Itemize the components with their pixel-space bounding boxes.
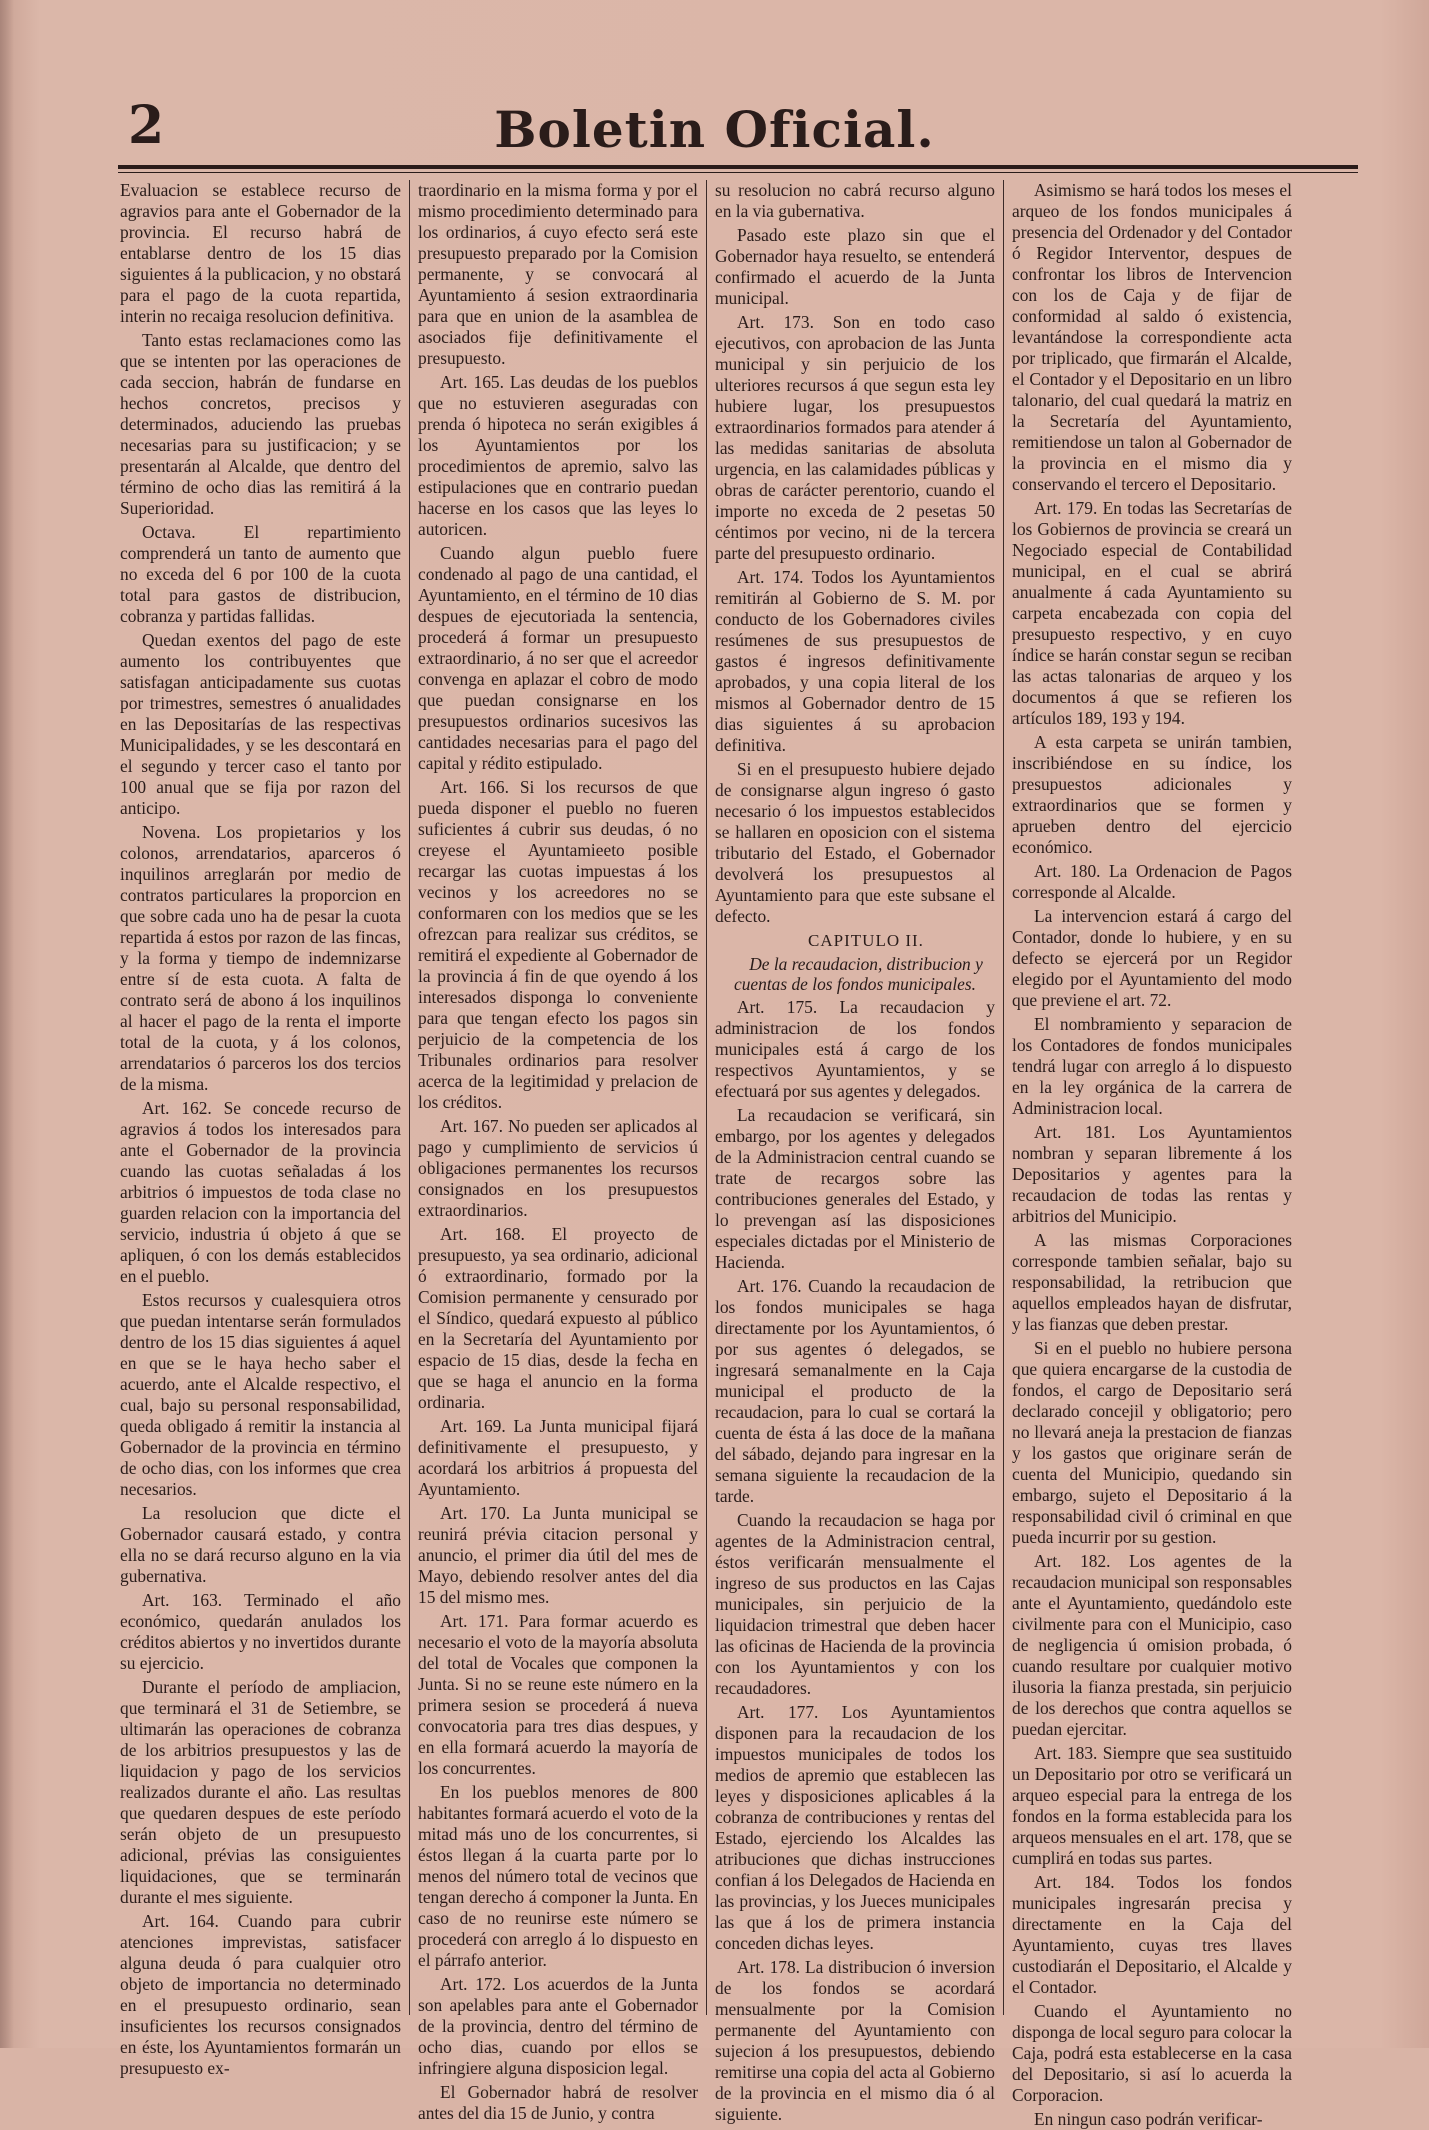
paragraph: Art. 184. Todos los fondos municipales ingresarán precisa y directamente en la Caja del Ayuntamiento, cuyas tres llaves custodiarán el Depositario, el Alcalde y el Contador. (1012, 1872, 1292, 1997)
paragraph: Art. 162. Se concede recurso de agravios á todos los interesados para ante el Gobernador de la provincia cuando las cuotas señaladas á los arbitrios ó impuestos de toda clase no guarden relacion con la importancia del servicio, industria ú objeto á que se apliquen, ó con los demás establecidos en el pueblo. (120, 1098, 401, 1286)
paragraph: Si en el presupuesto hubiere dejado de consignarse algun ingreso ó gasto necesario ó los impuestos establecidos se hallaren en oposicion con el sistema tributario del Estado, el Gobernador devolverá los presupuestos al Ayuntamiento para que este subsane el defecto. (715, 759, 995, 926)
paragraph-continued: Evaluacion se establece recurso de agravios para ante el Gobernador de la provincia. El recurso habrá de entablarse dentro de los 15 dias siguientes á la publicacion, y no obstará para el pago de la cuota repartida, interin no recaiga resolucion definitiva. (120, 180, 401, 326)
paragraph: Art. 173. Son en todo caso ejecutivos, con aprobacion de las Junta municipal y sin perjuicio de los ulteriores recursos á que segun esta ley hubiere lugar, los presupuestos extraordinarios formados para atender á las medidas sanitarias de absoluta urgencia, en las calamidades públicas y obras de carácter perentorio, cuando el importe no exceda de 2 pesetas 50 céntimos por vecino, ni de la tercera parte del presupuesto ordinario. (715, 312, 995, 563)
paragraph: Cuando el Ayuntamiento no disponga de local seguro para colocar la Caja, podrá esta establecerse en la casa del Depositario, si así lo acuerda la Corporacion. (1012, 2001, 1292, 2105)
paragraph: Art. 172. Los acuerdos de la Junta son apelables para ante el Gobernador de la provincia, dentro del término de ocho dias, cuando por ellos se infringiere alguna disposicion legal. (418, 1974, 698, 2078)
paragraph: Art. 169. La Junta municipal fijará definitivamente el presupuesto, y acordará los arbitrios á propuesta del Ayuntamiento. (418, 1416, 698, 1499)
paragraph: Art. 167. No pueden ser aplicados al pago y cumplimiento de servicios ú obligaciones permanentes los recursos consignados en los presupuestos extraordinarios. (418, 1116, 698, 1220)
paragraph: La resolucion que dicte el Gobernador causará estado, y contra ella no se dará recurso alguno en la via gubernativa. (120, 1503, 401, 1586)
paragraph: En los pueblos menores de 800 habitantes formará acuerdo el voto de la mitad más uno de los concurrentes, si éstos llegan á la cuarta parte por lo menos del número total de vecinos que tengan derecho á componer la Junta. En caso de no reunirse este número se procederá con arreglo á lo dispuesto en el párrafo anterior. (418, 1782, 698, 1970)
paragraph: Estos recursos y cualesquiera otros que puedan intentarse serán formulados dentro de los 15 dias siguientes á aquel en que se le haya hecho saber el acuerdo, ante el Alcalde respectivo, el cual, bajo su personal responsabilidad, queda obligado á remitir la instancia al Gobernador de la provincia en término de ocho dias, con los informes que crea necesarios. (120, 1290, 401, 1499)
page-number: 2 (128, 95, 165, 156)
paragraph: Asimismo se hará todos los meses el arqueo de los fondos municipales á presencia del Ordenador y del Contador ó Regidor Interventor, despues de confrontar los libros de Intervencion con los de Caja y de fijar de conformidad al saldo ó existencia, levantándose la correspondiente acta por triplicado, que firmarán el Alcalde, el Contador y el Depositario en un libro talonario, del cual quedará la matriz en la Secretaría del Ayuntamiento, remitiendose un talon al Gobernador de la provincia en el mismo dia y conservando el tercero el Depositario. (1012, 180, 1292, 494)
paragraph-continued: su resolucion no cabrá recurso alguno en la via gubernativa. (715, 180, 995, 221)
paragraph: Cuando la recaudacion se haga por agentes de la Administracion central, éstos verificarán mensualmente el ingreso de sus productos en las Cajas municipales, sin perjuicio de la liquidacion trimestral que deben hacer las oficinas de Hacienda de la provincia con los Ayuntamientos y con los recaudadores. (715, 1510, 995, 1698)
paragraph: Cuando algun pueblo fuere condenado al pago de una cantidad, el Ayuntamiento, en el término de 10 dias despues de ejecutoriada la sentencia, procederá á formar un presupuesto extraordinario, á no ser que el acreedor convenga en aplazar el cobro de modo que puedan consignarse en los presupuestos ordinarios sucesivos las cantidades necesarias para el pago del capital y rédito estipulado. (418, 543, 698, 773)
header-rule-thin (118, 172, 1358, 173)
paragraph: Art. 180. La Ordenacion de Pagos corresponde al Alcalde. (1012, 861, 1292, 902)
paragraph: Art. 178. La distribucion ó inversion de los fondos se acordará mensualmente por la Comision permanente del Ayuntamiento con sujecion á los presupuestos, debiendo remitirse una copia del acta al Gobierno de la provincia en el mismo dia ó al siguiente. (715, 1957, 995, 2124)
paragraph: Art. 168. El proyecto de presupuesto, ya sea ordinario, adicional ó extraordinario, formado por la Comision permanente y censurado por el Síndico, quedará expuesto al público en la Secretaría del Ayuntamiento por espacio de 15 dias, desde la fecha en que se haga el anuncio en la forma ordinaria. (418, 1224, 698, 1412)
paragraph: Art. 179. En todas las Secretarías de los Gobiernos de provincia se creará un Negociado especial de Contabilidad municipal, en el cual se abrirá anualmente á cada Ayuntamiento su carpeta encabezada con copia del presupuesto respectivo, y en cuyo índice se harán constar segun se reciban las actas talonarias de arqueo y los documentos á que se refieren los artículos 189, 193 y 194. (1012, 498, 1292, 728)
paragraph: Durante el período de ampliacion, que terminará el 31 de Setiembre, se ultimarán las operaciones de cobranza de los arbitrios presupuestos y las de liquidacion y pago de los servicios realizados durante el año. Las resultas que quedaren despues de este período serán objeto de un presupuesto adicional, prévias las consiguientes liquidaciones, que se terminarán durante el mes siguiente. (120, 1677, 401, 1907)
column-1 (112, 180, 409, 2078)
paragraph-continued: traordinario en la misma forma y por el mismo procedimiento determinado para los ordinarios, á cuyo efecto será este presupuesto preparado por la Comision permanente, y se convocará al Ayuntamiento á sesion extraordinaria para que en union de la asamblea de asociados fije definitivamente el presupuesto. (418, 180, 698, 368)
paragraph: Tanto estas reclamaciones como las que se intenten por las operaciones de cada seccion, habrán de fundarse en hechos concretos, precisos y determinados, aduciendo las pruebas necesarias para su justificacion; y se presentarán al Alcalde, que dentro del término de ocho dias las remitirá á la Superioridad. (120, 330, 401, 518)
page-edge-shadow (0, 0, 14, 2048)
paragraph: Art. 163. Terminado el año económico, quedarán anulados los créditos abiertos y no invertidos durante su ejercicio. (120, 1590, 401, 1673)
paragraph: Art. 170. La Junta municipal se reunirá prévia citacion personal y anuncio, el primer dia útil del mes de Mayo, debiendo resolver antes del dia 15 del mismo mes. (418, 1503, 698, 1607)
paragraph: Novena. Los propietarios y los colonos, arrendatarios, aparceros ó inquilinos arreglarán por medio de contratos particulares la proporcion en que sobre cada uno ha de pesar la cuota repartida á estos por razon de las fincas, y la forma y tiempo de indemnizarse entre sí de esta cuota. A falta de contrato será de abono á los inquilinos al hacer el pago de la renta el importe total de la cuota, y á los colonos, arrendatarios ó parceros los dos tercios de la misma. (120, 822, 401, 1094)
paragraph: A esta carpeta se unirán tambien, inscribiéndose en su índice, los presupuestos adicionales y extraordinarios que se formen y aprueben dentro del ejercicio económico. (1012, 732, 1292, 857)
paragraph: Art. 174. Todos los Ayuntamientos remitirán al Gobierno de S. M. por conducto de los Gobernadores civiles resúmenes de sus presupuestos de gastos é ingresos definitivamente aprobados, y una copia literal de los mismos al Gobernador dentro de 15 dias siguientes á su aprobacion definitiva. (715, 567, 995, 755)
header-rule (118, 165, 1358, 169)
paragraph: Art. 171. Para formar acuerdo es necesario el voto de la mayoría absoluta del total de Vocales que componen la Junta. Si no se reune este número en la primera sesion se procederá á nueva convocatoria para tres dias despues, y en ella formará acuerdo la mayoría de los concurrentes. (418, 1611, 698, 1778)
paragraph: Art. 177. Los Ayuntamientos disponen para la recaudacion de los impuestos municipales de todos los medios de apremio que establecen las leyes y disposiciones aplicables á la cobranza de contribuciones y rentas del Estado, ejerciendo los Alcaldes las atribuciones que dichas instrucciones confian á los Delegados de Hacienda en las provincias, y los Jueces municipales las que á los de primera instancia conceden dichas leyes. (715, 1702, 995, 1953)
paragraph: En ningun caso podrán verificar- (1034, 2109, 1263, 2129)
paragraph: A las mismas Corporaciones corresponde tambien señalar, bajo su responsabilidad, la retribucion que aquellos empleados hayan de disfrutar, y las fianzas que deben prestar. (1012, 1230, 1292, 1334)
paragraph: Art. 182. Los agentes de la recaudacion municipal son responsables ante el Ayuntamiento, quedándolo este civilmente para con el Municipio, caso de negligencia ú omision probada, ó cuando resultare por cualquier motivo ilusoria la fianza prestada, sin perjuicio de los derechos que contra aquellos se puedan ejercitar. (1012, 1551, 1292, 1739)
text-columns (112, 180, 1362, 2129)
paragraph: Quedan exentos del pago de este aumento los contribuyentes que satisfagan anticipadamente sus cuotas por trimestres, semestres ó anualidades en las Depositarías de las respectivas Municipalidades, y se les descontará en el segundo y tercer caso el tanto por 100 anual que se fija por razon del anticipo. (120, 630, 401, 818)
paragraph: Pasado este plazo sin que el Gobernador haya resuelto, se entenderá confirmado el acuerdo de la Junta municipal. (715, 225, 995, 308)
column-2 (409, 180, 706, 2123)
column-4 (1003, 180, 1300, 2129)
chapter-heading: CAPITULO II. (808, 931, 924, 950)
paragraph: Octava. El repartimiento comprenderá un tanto de aumento que no exceda del 6 por 100 de la cuota total para gastos de distribucion, cobranza y partidas fallidas. (120, 522, 401, 626)
paragraph: La intervencion estará á cargo del Contador, donde lo hubiere, y en su defecto se ejercerá por un Regidor elegido por el Ayuntamiento del modo que previene el art. 72. (1012, 906, 1292, 1010)
paragraph: Si en el pueblo no hubiere persona que quiera encargarse de la custodia de fondos, el cargo de Depositario será declarado concejil y obligatorio; pero no llevará aneja la prestacion de fianzas y los gastos que originare serán de cuenta del Municipio, quedando sin embargo, sujeto el Depositario á la responsabilidad civil ó criminal en que pueda incurrir por su gestion. (1012, 1338, 1292, 1547)
paragraph: La recaudacion se verificará, sin embargo, por los agentes y delegados de la Administracion central cuando se trate de recargos sobre las contribuciones generales del Estado, y lo prevengan así las disposiciones especiales dictadas por el Ministerio de Hacienda. (715, 1105, 995, 1272)
paragraph: Art. 175. La recaudacion y administracion de los fondos municipales está á cargo de los respectivos Ayuntamientos, y se efectuará por sus agentes y delegados. (715, 997, 995, 1101)
paragraph: Art. 181. Los Ayuntamientos nombran y separan libremente á los Depositarios y agentes para la recaudacion de todas las rentas y arbitrios del Municipio. (1012, 1122, 1292, 1226)
chapter-subheading: De la recaudacion, distribucion y cuentas de los fondos municipales. (734, 954, 983, 994)
paragraph: Art. 183. Siempre que sea sustituido un Depositario por otro se verificará un arqueo especial para la entrega de los fondos en la forma establecida para los arqueos mensuales en el art. 178, que se cumplirá en todas sus partes. (1012, 1743, 1292, 1868)
masthead-title: Boletin Oficial. (494, 100, 935, 159)
paragraph: Art. 166. Si los recursos de que pueda disponer el pueblo no fueren suficientes á cubrir sus deudas, ó no creyese el Ayuntamieeto posible recargar las cuotas impuestas á los vecinos y los acreedores no se conformaren con los medios que se les ofrezcan para realizar sus créditos, se remitirá el expediente al Gobernador de la provincia á fin de que oyendo á los interesados disponga lo conveniente para que tengan efecto los pagos sin perjuicio de la competencia de los Tribunales ordinarios para resolver acerca de la legitimidad y prelacion de los créditos. (418, 777, 698, 1112)
paragraph: El Gobernador habrá de resolver antes del dia 15 de Junio, y contra (418, 2082, 698, 2123)
paragraph: Art. 176. Cuando la recaudacion de los fondos municipales se haga directamente por los Ayuntamientos, ó por sus agentes ó delegados, se ingresará semanalmente en la Caja municipal el producto de la recaudacion, para lo cual se cortará la cuenta de ésta á las doce de la mañana del sábado, dejando para ingresar en la semana siguiente la recaudacion de la tarde. (715, 1276, 995, 1506)
paragraph: Art. 165. Las deudas de los pueblos que no estuvieren aseguradas con prenda ó hipoteca no serán exigibles á los Ayuntamientos por los procedimientos de apremio, salvo las estipulaciones que en contrario puedan hacerse en los casos que las leyes lo autoricen. (418, 372, 698, 539)
paragraph: El nombramiento y separacion de los Contadores de fondos municipales tendrá lugar con arreglo á lo dispuesto en la ley orgánica de la carrera de Administracion local. (1012, 1014, 1292, 1118)
column-3 (706, 180, 1003, 2124)
paragraph: Art. 164. Cuando para cubrir atenciones imprevistas, satisfacer alguna deuda ó para cualquier otro objeto de importancia no determinado en el presupuesto ordinario, sean insuficientes los recursos consignados en éste, los Ayuntamientos formarán un presupuesto ex- (120, 1911, 401, 2078)
